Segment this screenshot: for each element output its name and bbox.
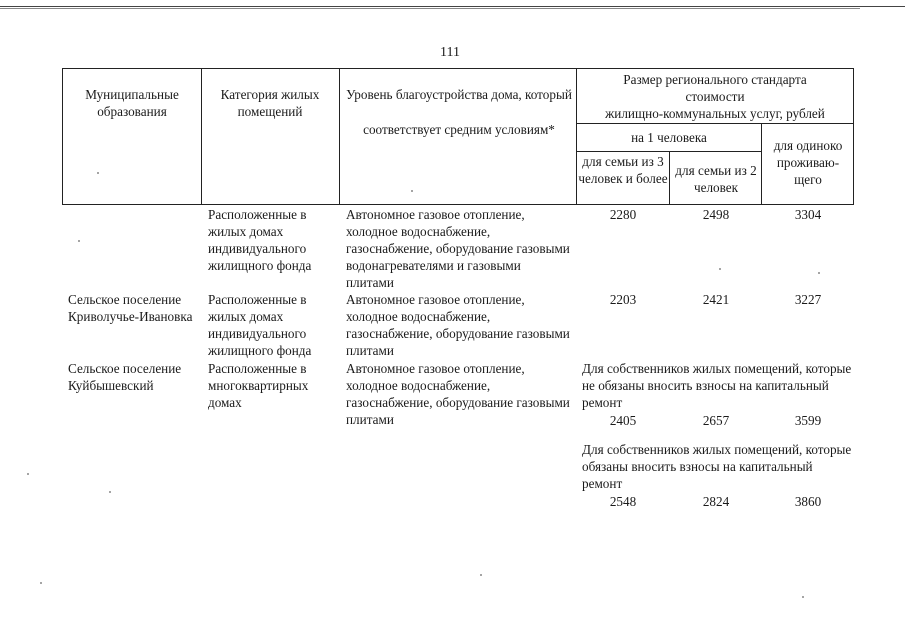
scan-speck [411, 190, 413, 192]
row2-value-family2: 2421 [702, 292, 730, 307]
scan-speck [40, 582, 42, 584]
row3-note-capital-repair: Для собственников жилых помещений, которые обязаны вносить взносы на капитальный ремонт [582, 442, 852, 491]
row3-comfort: Автономное газовое отопление, холодное водоснабжение, газоснабжение, оборудование газовыми плитами [346, 361, 570, 427]
page-number: 111 [440, 45, 460, 60]
row2-municipality: Сельское поселение Криволучье-Ивановка [68, 292, 193, 324]
scan-speck [802, 596, 804, 598]
scan-top-line-secondary [0, 8, 860, 9]
scan-speck [719, 268, 721, 270]
scan-speck [109, 491, 111, 493]
header-standard-2: стоимости [685, 89, 745, 104]
header-standard-1: Размер регионального стандарта [623, 72, 807, 87]
row3-municipality: Сельское поселение Куйбышевский [68, 361, 182, 393]
row2-value-family3: 2203 [609, 292, 637, 307]
row2-value-single: 3227 [794, 292, 822, 307]
row3b-value-family2: 2824 [702, 494, 730, 509]
row1-value-family2: 2498 [702, 207, 730, 222]
row2-comfort: Автономное газовое отопление, холодное водоснабжение, газоснабжение, оборудование газовыми плитами [346, 292, 570, 358]
row3a-value-single: 3599 [794, 413, 822, 428]
row3-category: Расположенные в многоквартирных домах [208, 361, 309, 410]
row3a-value-family2: 2657 [702, 413, 730, 428]
scan-speck [97, 172, 99, 174]
row1-comfort: Автономное газовое отопление, холодное водоснабжение, газоснабжение, оборудование газовыми водонагревателями и газовыми плитами [346, 207, 570, 290]
header-comfort-1: Уровень благоустройства дома, который [346, 87, 572, 102]
header-municipal: Муниципальные образования [85, 87, 179, 119]
header-family3: для семьи из 3 человек и более [578, 154, 668, 186]
row3b-value-family3: 2548 [609, 494, 637, 509]
scan-speck [818, 272, 820, 274]
row2-category: Расположенные в жилых домах индивидуального жилищного фонда [208, 292, 312, 358]
scan-speck [27, 473, 29, 475]
row3a-value-family3: 2405 [609, 413, 637, 428]
header-comfort-2: соответствует средним условиям* [363, 122, 555, 137]
header-single-resident: для одиноко проживаю-щего [773, 138, 843, 187]
row1-value-single: 3304 [794, 207, 822, 222]
row3-note-no-capital-repair: Для собственников жилых помещений, которые не обязаны вносить взносы на капитальный ремонт [582, 361, 852, 410]
header-per-person: на 1 человека [631, 130, 707, 145]
header-standard-3: жилищно-коммунальных услуг, рублей [605, 106, 825, 121]
row1-category: Расположенные в жилых домах индивидуального жилищного фонда [208, 207, 312, 273]
scan-top-line [0, 6, 905, 7]
scan-speck [480, 574, 482, 576]
header-family2: для семьи из 2 человек [675, 163, 757, 195]
scan-speck [78, 240, 80, 242]
row1-value-family3: 2280 [609, 207, 637, 222]
header-category: Категория жилых помещений [220, 87, 320, 119]
row3b-value-single: 3860 [794, 494, 822, 509]
